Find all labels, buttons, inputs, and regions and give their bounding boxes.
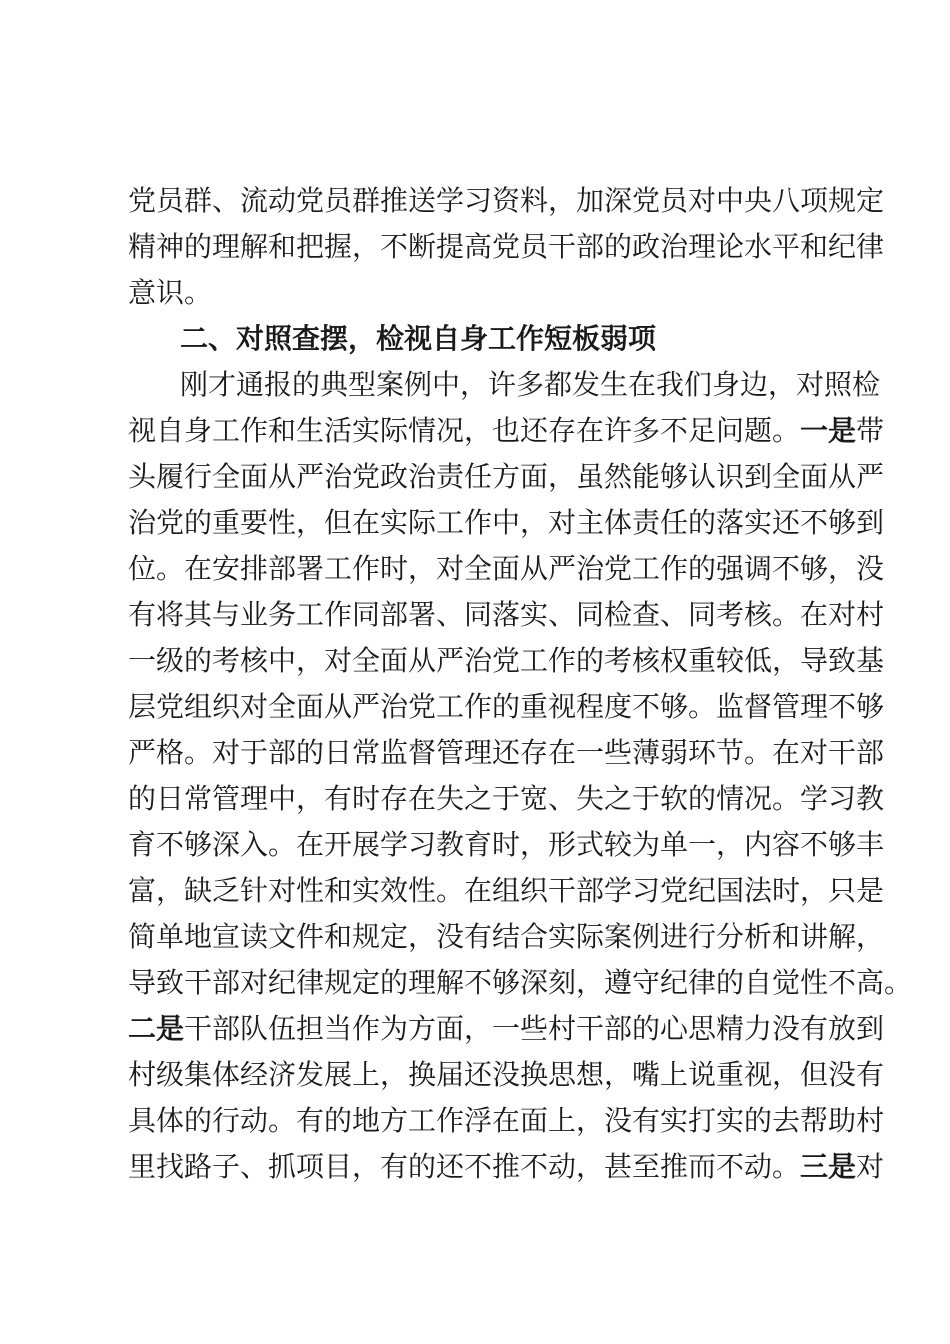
paragraph1-line3: 意识。 <box>128 276 213 309</box>
paragraph2-line1: 刚才通报的典型案例中，许多都发生在我们身边，对照检 <box>180 368 881 401</box>
paragraph2-line8: 层党组织对全面从严治党工作的重视程度不够。监督管理不够 <box>128 690 885 723</box>
paragraph1-line1: 党员群、流动党员群推送学习资料，加深党员对中央八项规定 <box>128 184 885 217</box>
text-run: 对 <box>856 1150 885 1183</box>
paragraph2-line17: 具体的行动。有的地方工作浮在面上，没有实打实的去帮助村 <box>128 1104 885 1137</box>
emphasis-marker-first: 一是 <box>800 414 857 447</box>
paragraph2-line12: 富，缺乏针对性和实效性。在组织干部学习党纪国法时，只是 <box>128 874 885 907</box>
paragraph2-line5: 位。在安排部署工作时，对全面从严治党工作的强调不够，没 <box>128 552 885 585</box>
paragraph2-line3: 头履行全面从严治党政治责任方面，虽然能够认识到全面从严 <box>128 460 885 493</box>
paragraph1-line2: 精神的理解和把握，不断提高党员干部的政治理论水平和纪律 <box>128 230 885 263</box>
emphasis-marker-third: 三是 <box>800 1150 857 1183</box>
paragraph2-line2 <box>128 408 885 454</box>
section-heading: 二、对照查摆，检视自身工作短板弱项 <box>180 322 657 355</box>
text-run: 视自身工作和生活实际情况，也还存在许多不足问题。 <box>128 414 801 447</box>
text-run: 干部队伍担当作为方面，一些村干部的心思精力没有放到 <box>184 1012 885 1045</box>
paragraph2-line6: 有将其与业务工作同部署、同落实、同检查、同考核。在对村 <box>128 598 885 631</box>
text-run: 里找路子、抓项目，有的还不推不动，甚至推而不动。 <box>128 1150 801 1183</box>
paragraph2-line9: 严格。对于部的日常监督管理还存在一些薄弱环节。在对干部 <box>128 736 885 769</box>
emphasis-marker-second: 二是 <box>128 1012 185 1045</box>
text-run: 带 <box>856 414 885 447</box>
paragraph2-line15 <box>128 1006 885 1052</box>
paragraph2-line11: 育不够深入。在开展学习教育时，形式较为单一，内容不够丰 <box>128 828 885 861</box>
paragraph2-line16: 村级集体经济发展上，换届还没换思想，嘴上说重视，但没有 <box>128 1058 885 1091</box>
paragraph2-line7: 一级的考核中，对全面从严治党工作的考核权重较低，导致基 <box>128 644 885 677</box>
paragraph2-line10: 的日常管理中，有时存在失之于宽、失之于软的情况。学习教 <box>128 782 885 815</box>
paragraph2-line14: 导致干部对纪律规定的理解不够深刻，遵守纪律的自觉性不高。 <box>128 966 913 999</box>
paragraph2-line4: 治党的重要性，但在实际工作中，对主体责任的落实还不够到 <box>128 506 885 539</box>
paragraph2-line13: 简单地宣读文件和规定，没有结合实际案例进行分析和讲解， <box>128 920 885 953</box>
paragraph2-line18 <box>128 1144 885 1190</box>
